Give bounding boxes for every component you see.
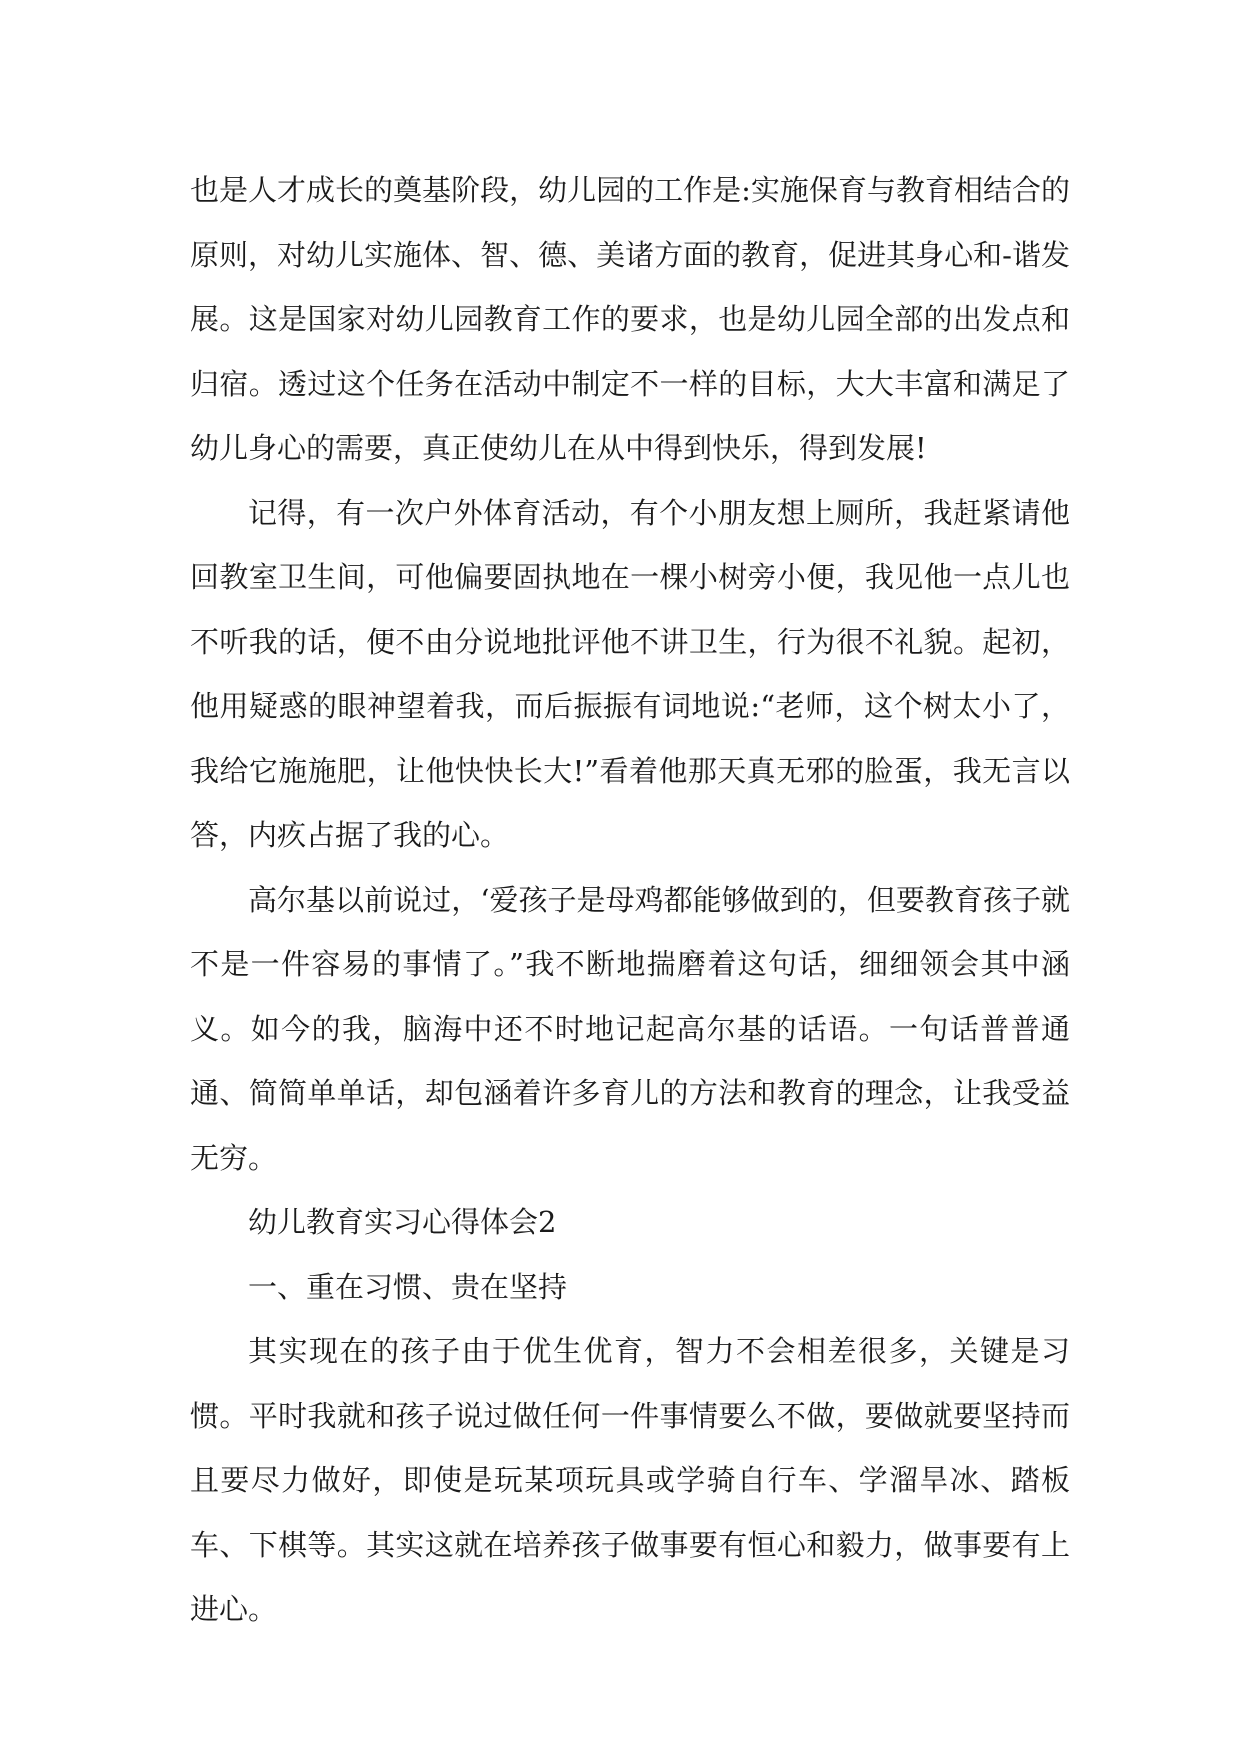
paragraph-habits: 其实现在的孩子由于优生优育，智力不会相差很多，关键是习惯。平时我就和孩子说过做任何一件事情要么不做，要做就要坚持而且要尽力做好，即使是玩某项玩具或学骑自行车、学溜旱冰、踏板车、下棋等。其实这就在培养孩子做事要有恒心和毅力，做事要有上进心。 [190,1334,1070,1626]
section-heading-experience-2: 幼儿教育实习心得体会2 [248,1205,557,1239]
subheading-habits: 一、重在习惯、贵在坚持 [248,1269,568,1304]
document-body [190,158,1070,1642]
paragraph-gorky-quote: 高尔基以前说过，‘爱孩子是母鸡都能够做到的，但要教育孩子就不是一件容易的事情了。”我不断地揣磨着这句话，细细领会其中涵义。如今的我，脑海中还不时地记起高尔基的话语。一句话普普通通、简简单单话，却包涵着许多育儿的方法和教育的理念，让我受益无穷。 [190,882,1070,1175]
paragraph-outdoor-story: 记得，有一次户外体育活动，有个小朋友想上厕所，我赶紧请他回教室卫生间，可他偏要固执地在一棵小树旁小便，我见他一点儿也不听我的话，便不由分说地批评他不讲卫生，行为很不礼貌。起初，他用疑惑的眼神望着我，而后振振有词地说:“老师，这个树太小了，我给它施施肥，让他快快长大!”看着他那天真无邪的脸蛋，我无言以答，内疚占据了我的心。 [190,495,1070,852]
paragraph-education-goals: 也是人才成长的奠基阶段，幼儿园的工作是:实施保育与教育相结合的原则，对幼儿实施体、智、德、美诸方面的教育，促进其身心和-谐发展。这是国家对幼儿园教育工作的要求，也是幼儿园全部的出发点和归宿。透过这个任务在活动中制定不一样的目标，大大丰富和满足了幼儿身心的需要，真正使幼儿在从中得到快乐，得到发展! [190,173,1070,465]
